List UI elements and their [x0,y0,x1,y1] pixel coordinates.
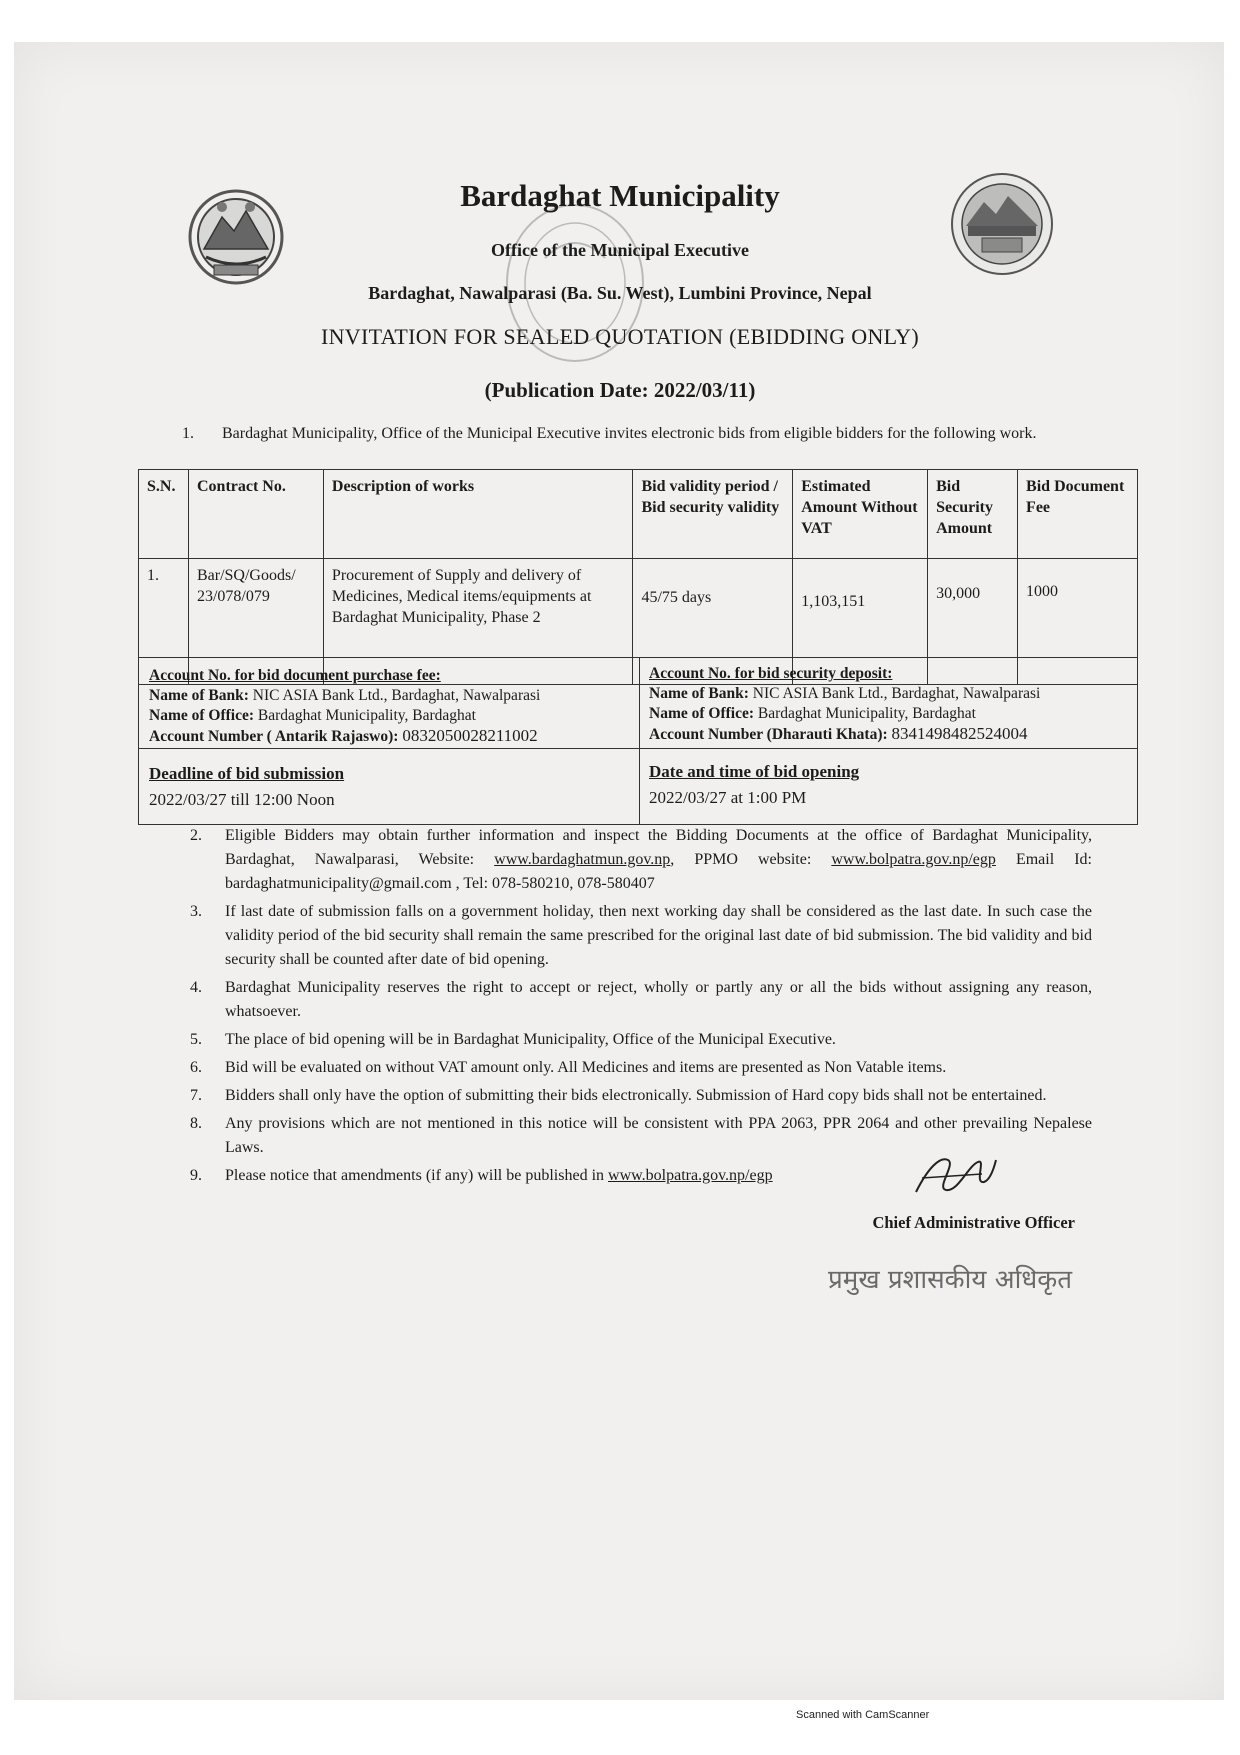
cell-document-fee: 1000 [1018,559,1138,685]
list-item: 4. Bardaghat Municipality reserves the right to accept or reject, wholly or partly any or all the bids without assigning any reason, whatsoever. [190,979,1092,1020]
cell-sn: 1. [139,559,189,685]
deadline-heading: Deadline of bid submission [149,764,345,783]
table-header-contract: Contract No. [188,470,323,559]
signatory-title: Chief Administrative Officer [872,1213,1075,1232]
works-table [138,469,1138,685]
account-number: 8341498482524004 [891,724,1028,743]
security-deposit-heading: Account No. for bid security deposit: [649,665,893,682]
notice-points [172,824,1092,1192]
cell-validity: 45/75 days [633,559,793,685]
svg-text:प्रमुख प्रशासकीय अधिकृत: प्रमुख प्रशासकीय अधिकृत [828,1265,1073,1295]
ppmo-website-link[interactable]: www.bolpatra.gov.np/egp [831,851,996,868]
opening-value: 2022/03/27 at 1:00 PM [649,788,807,807]
cell-estimated-amount: 1,103,151 [793,559,928,685]
intro-number: 1. [182,425,194,442]
cell-description: Procurement of Supply and delivery of Medicines, Medical items/equipments at Bardaghat Municipality, Phase 2 [323,559,633,685]
list-item: 9. Please notice that amendments (if any) will be published in www.bolpatra.gov.np/egp [190,1167,773,1184]
table-header-validity: Bid validity period / Bid security validity [633,470,793,559]
account-details-box [138,657,1138,825]
list-item: 5. The place of bid opening will be in Bardaghat Municipality, Office of the Municipal Executive. [190,1031,836,1048]
list-item: 7. Bidders shall only have the option of submitting their bids electronically. Submission of Hard copy bids shall not be entertained. [190,1087,1047,1104]
cell-contract-no: Bar/SQ/Goods/ 23/078/079 [188,559,323,685]
table-header-description: Description of works [323,470,633,559]
bank-label: Name of Bank: [649,685,749,702]
office-name: Office of the Municipal Executive [491,240,749,260]
municipality-website-link[interactable]: www.bardaghatmun.gov.np [494,851,671,868]
deadline-value: 2022/03/27 till 12:00 Noon [149,790,335,809]
publication-date: (Publication Date: 2022/03/11) [484,378,756,402]
office-value: Bardaghat Municipality, Bardaghat [257,707,476,724]
office-value: Bardaghat Municipality, Bardaghat [757,705,976,722]
municipality-title: Bardaghat Municipality [460,178,780,213]
list-item: 2. Eligible Bidders may obtain further information and inspect the Bidding Documents at the office of Bardaghat Municipality, Bardaghat, Nawalparasi, Website: www.bardaghatmun.gov.np, PPMO website: www.bolpatra.gov.np/egp Email Id: bardaghatmunicipality@gmail.com , Tel: 078-580210, 078-580407 [190,827,1092,892]
bank-value: NIC ASIA Bank Ltd., Bardaghat, Nawalparasi [752,685,1041,702]
office-address: Bardaghat, Nawalparasi (Ba. Su. West), Lumbini Province, Nepal [368,283,872,303]
table-header-bid-security: Bid Security Amount [928,470,1018,559]
invitation-heading: INVITATION FOR SEALED QUOTATION (EBIDDING ONLY) [320,324,919,349]
list-item: 6. Bid will be evaluated on without VAT amount only. All Medicines and items are presented as Non Vatable items. [190,1059,947,1076]
signatory-title-nepali-stamp [820,1256,1085,1300]
purchase-fee-account [149,666,629,747]
office-label: Name of Office: [649,705,755,722]
account-number: 0832050028211002 [402,726,538,745]
opening-heading: Date and time of bid opening [649,762,860,781]
submission-deadline [149,758,629,810]
bid-opening [649,756,1134,808]
bolpatra-link[interactable]: www.bolpatra.gov.np/egp [608,1167,773,1184]
intro-paragraph [172,422,1072,445]
signature-mark [908,1148,998,1204]
table-header-document-fee: Bid Document Fee [1018,470,1138,559]
list-item: 3. If last date of submission falls on a government holiday, then next working day shall be considered as the last date. In such case the validity period of the bid security shall remain the same prescribed for the original last date of bid submission. The bid validity and bid security shall be counted after date of bid opening. [190,903,1092,968]
list-item: 8. Any provisions which are not mentioned in this notice will be consistent with PPA 2063, PPR 2064 and other prevailing Nepalese Laws. [190,1115,1092,1156]
account-label: Account Number (Dharauti Khata): [649,726,888,743]
office-label: Name of Office: [149,707,255,724]
purchase-fee-heading: Account No. for bid document purchase fee: [149,667,441,684]
bank-value: NIC ASIA Bank Ltd., Bardaghat, Nawalparasi [252,687,541,704]
table-header-sn: S.N. [139,470,189,559]
account-label: Account Number ( Antarik Rajaswo): [149,728,399,745]
table-header-estimated-amount: Estimated Amount Without VAT [793,470,928,559]
table-header-row [139,470,1138,559]
scanner-footer: Scanned with CamScanner [796,1709,930,1721]
security-deposit-account [649,664,1134,745]
bank-label: Name of Bank: [149,687,249,704]
intro-text: Bardaghat Municipality, Office of the Municipal Executive invites electronic bids from eligible bidders for the following work. [222,425,1037,442]
cell-bid-security: 30,000 [928,559,1018,685]
